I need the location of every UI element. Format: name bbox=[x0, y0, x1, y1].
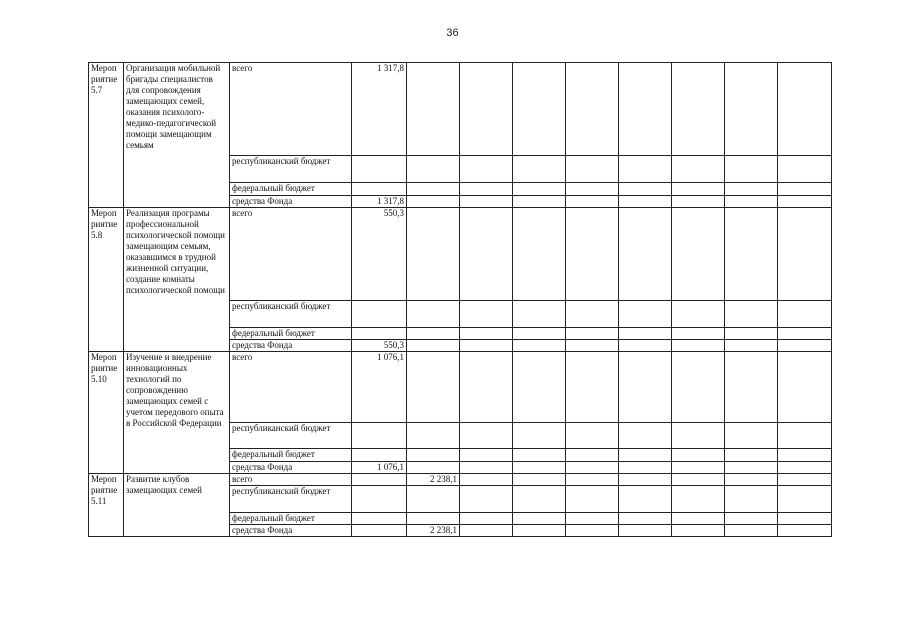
value-cell bbox=[352, 449, 407, 462]
value-cell bbox=[725, 513, 778, 525]
value-cell bbox=[566, 196, 619, 208]
measure-code: Мероп риятие 5.7 bbox=[89, 63, 124, 208]
value-cell bbox=[352, 328, 407, 340]
funding-source-federal: федеральный бюджет bbox=[230, 513, 352, 525]
value-cell bbox=[460, 423, 513, 449]
value-cell bbox=[352, 301, 407, 328]
value-cell bbox=[352, 156, 407, 183]
funding-source-fund: средства Фонда bbox=[230, 462, 352, 474]
value-cell bbox=[352, 183, 407, 196]
value-cell bbox=[672, 423, 725, 449]
value-cell bbox=[566, 340, 619, 352]
value-cell bbox=[407, 301, 460, 328]
value-cell bbox=[460, 513, 513, 525]
value-cell: 2 238,1 bbox=[407, 474, 460, 486]
value-cell bbox=[672, 462, 725, 474]
value-cell bbox=[352, 474, 407, 486]
value-cell bbox=[407, 63, 460, 156]
value-cell bbox=[460, 208, 513, 301]
page-number: 36 bbox=[446, 27, 459, 39]
funding-source-total: всего bbox=[230, 352, 352, 423]
value-cell bbox=[513, 183, 566, 196]
value-cell bbox=[352, 525, 407, 537]
measure-code: Мероп риятие 5.10 bbox=[89, 352, 124, 474]
table-row bbox=[89, 474, 832, 486]
value-cell bbox=[725, 328, 778, 340]
value-cell bbox=[460, 156, 513, 183]
value-cell bbox=[725, 183, 778, 196]
value-cell bbox=[566, 486, 619, 513]
funding-source-federal: федеральный бюджет bbox=[230, 328, 352, 340]
value-cell bbox=[407, 449, 460, 462]
value-cell bbox=[619, 301, 672, 328]
value-cell bbox=[513, 462, 566, 474]
value-cell bbox=[672, 474, 725, 486]
value-cell bbox=[619, 63, 672, 156]
value-cell bbox=[672, 513, 725, 525]
value-cell bbox=[619, 196, 672, 208]
funding-table bbox=[88, 62, 832, 537]
measure-title: Организация мобильной бригады специалистов для сопровождения замещающих семей, оказания психолого-медико-педагогической помощи замещающим семьям bbox=[124, 63, 230, 208]
value-cell bbox=[725, 474, 778, 486]
value-cell: 1 076,1 bbox=[352, 462, 407, 474]
value-cell bbox=[672, 183, 725, 196]
table-row bbox=[89, 208, 832, 301]
value-cell bbox=[566, 525, 619, 537]
value-cell bbox=[460, 449, 513, 462]
value-cell bbox=[352, 513, 407, 525]
value-cell bbox=[725, 352, 778, 423]
value-cell bbox=[619, 449, 672, 462]
value-cell bbox=[460, 352, 513, 423]
value-cell bbox=[672, 301, 725, 328]
value-cell bbox=[513, 486, 566, 513]
value-cell bbox=[619, 474, 672, 486]
funding-source-federal: федеральный бюджет bbox=[230, 449, 352, 462]
value-cell bbox=[778, 196, 832, 208]
value-cell bbox=[566, 474, 619, 486]
value-cell bbox=[778, 462, 832, 474]
value-cell bbox=[725, 63, 778, 156]
value-cell bbox=[407, 156, 460, 183]
value-cell bbox=[460, 486, 513, 513]
value-cell bbox=[566, 423, 619, 449]
value-cell bbox=[725, 449, 778, 462]
value-cell: 1 076,1 bbox=[352, 352, 407, 423]
value-cell bbox=[619, 340, 672, 352]
value-cell bbox=[566, 208, 619, 301]
value-cell bbox=[407, 513, 460, 525]
value-cell bbox=[566, 462, 619, 474]
measure-code: Мероп риятие 5.8 bbox=[89, 208, 124, 352]
funding-source-republic: республиканский бюджет bbox=[230, 423, 352, 449]
value-cell bbox=[725, 301, 778, 328]
value-cell bbox=[725, 208, 778, 301]
value-cell bbox=[513, 63, 566, 156]
value-cell bbox=[513, 328, 566, 340]
funding-source-federal: федеральный бюджет bbox=[230, 183, 352, 196]
value-cell bbox=[778, 301, 832, 328]
value-cell bbox=[725, 340, 778, 352]
value-cell bbox=[513, 449, 566, 462]
value-cell bbox=[725, 462, 778, 474]
value-cell bbox=[460, 183, 513, 196]
measure-title: Изучение и внедрение инновационных технологий по сопровождению замещающих семей с учетом передового опыта в Российской Федерации bbox=[124, 352, 230, 474]
value-cell bbox=[566, 513, 619, 525]
value-cell bbox=[407, 208, 460, 301]
value-cell bbox=[619, 156, 672, 183]
funding-source-fund: средства Фонда bbox=[230, 340, 352, 352]
value-cell bbox=[513, 352, 566, 423]
value-cell bbox=[619, 462, 672, 474]
value-cell bbox=[619, 352, 672, 423]
value-cell bbox=[566, 449, 619, 462]
value-cell bbox=[672, 156, 725, 183]
value-cell bbox=[619, 183, 672, 196]
value-cell bbox=[725, 423, 778, 449]
value-cell bbox=[460, 525, 513, 537]
value-cell: 1 317,8 bbox=[352, 63, 407, 156]
value-cell bbox=[672, 208, 725, 301]
value-cell bbox=[619, 423, 672, 449]
value-cell bbox=[407, 183, 460, 196]
value-cell bbox=[778, 63, 832, 156]
value-cell bbox=[672, 196, 725, 208]
value-cell bbox=[778, 352, 832, 423]
value-cell bbox=[672, 486, 725, 513]
table-row bbox=[89, 352, 832, 423]
value-cell bbox=[513, 156, 566, 183]
value-cell bbox=[513, 423, 566, 449]
value-cell bbox=[352, 486, 407, 513]
value-cell bbox=[460, 340, 513, 352]
value-cell bbox=[619, 525, 672, 537]
value-cell bbox=[566, 301, 619, 328]
value-cell bbox=[407, 352, 460, 423]
value-cell bbox=[778, 423, 832, 449]
table-row bbox=[89, 63, 832, 156]
value-cell bbox=[619, 513, 672, 525]
value-cell bbox=[778, 183, 832, 196]
value-cell bbox=[778, 486, 832, 513]
value-cell bbox=[672, 525, 725, 537]
value-cell: 550,3 bbox=[352, 340, 407, 352]
value-cell bbox=[407, 328, 460, 340]
value-cell bbox=[672, 63, 725, 156]
value-cell bbox=[725, 525, 778, 537]
value-cell bbox=[513, 301, 566, 328]
value-cell bbox=[672, 328, 725, 340]
value-cell bbox=[566, 352, 619, 423]
value-cell bbox=[672, 352, 725, 423]
value-cell bbox=[778, 449, 832, 462]
value-cell bbox=[407, 196, 460, 208]
value-cell bbox=[566, 183, 619, 196]
funding-source-total: всего bbox=[230, 474, 352, 486]
value-cell bbox=[566, 328, 619, 340]
value-cell bbox=[778, 513, 832, 525]
value-cell bbox=[513, 513, 566, 525]
value-cell bbox=[513, 525, 566, 537]
value-cell bbox=[513, 208, 566, 301]
value-cell bbox=[513, 340, 566, 352]
value-cell bbox=[566, 63, 619, 156]
value-cell bbox=[619, 486, 672, 513]
value-cell bbox=[778, 340, 832, 352]
value-cell: 1 317,8 bbox=[352, 196, 407, 208]
funding-source-fund: средства Фонда bbox=[230, 196, 352, 208]
measure-title: Развитие клубов замещающих семей bbox=[124, 474, 230, 537]
value-cell bbox=[778, 156, 832, 183]
value-cell bbox=[352, 423, 407, 449]
funding-source-fund: средства Фонда bbox=[230, 525, 352, 537]
funding-source-total: всего bbox=[230, 63, 352, 156]
value-cell bbox=[725, 156, 778, 183]
value-cell bbox=[619, 208, 672, 301]
value-cell bbox=[460, 462, 513, 474]
value-cell bbox=[566, 156, 619, 183]
funding-source-total: всего bbox=[230, 208, 352, 301]
value-cell bbox=[778, 525, 832, 537]
funding-source-republic: республиканский бюджет bbox=[230, 301, 352, 328]
value-cell bbox=[672, 340, 725, 352]
value-cell bbox=[460, 328, 513, 340]
value-cell bbox=[460, 196, 513, 208]
value-cell bbox=[460, 474, 513, 486]
value-cell bbox=[513, 196, 566, 208]
value-cell bbox=[725, 486, 778, 513]
value-cell bbox=[513, 474, 566, 486]
value-cell: 550,3 bbox=[352, 208, 407, 301]
value-cell bbox=[407, 423, 460, 449]
funding-source-republic: республиканский бюджет bbox=[230, 486, 352, 513]
value-cell bbox=[460, 301, 513, 328]
value-cell bbox=[407, 462, 460, 474]
value-cell bbox=[407, 340, 460, 352]
measure-title: Реализация програмы профессиональной психологической помощи замещающим семьям, оказавшимся в трудной жизненной ситуации, создание комнаты психологической помощи bbox=[124, 208, 230, 352]
value-cell bbox=[778, 474, 832, 486]
value-cell bbox=[672, 449, 725, 462]
value-cell bbox=[725, 196, 778, 208]
funding-source-republic: республиканский бюджет bbox=[230, 156, 352, 183]
value-cell bbox=[460, 63, 513, 156]
value-cell bbox=[619, 328, 672, 340]
value-cell bbox=[778, 328, 832, 340]
value-cell: 2 238,1 bbox=[407, 525, 460, 537]
value-cell bbox=[778, 208, 832, 301]
value-cell bbox=[407, 486, 460, 513]
measure-code: Мероп риятие 5.11 bbox=[89, 474, 124, 537]
